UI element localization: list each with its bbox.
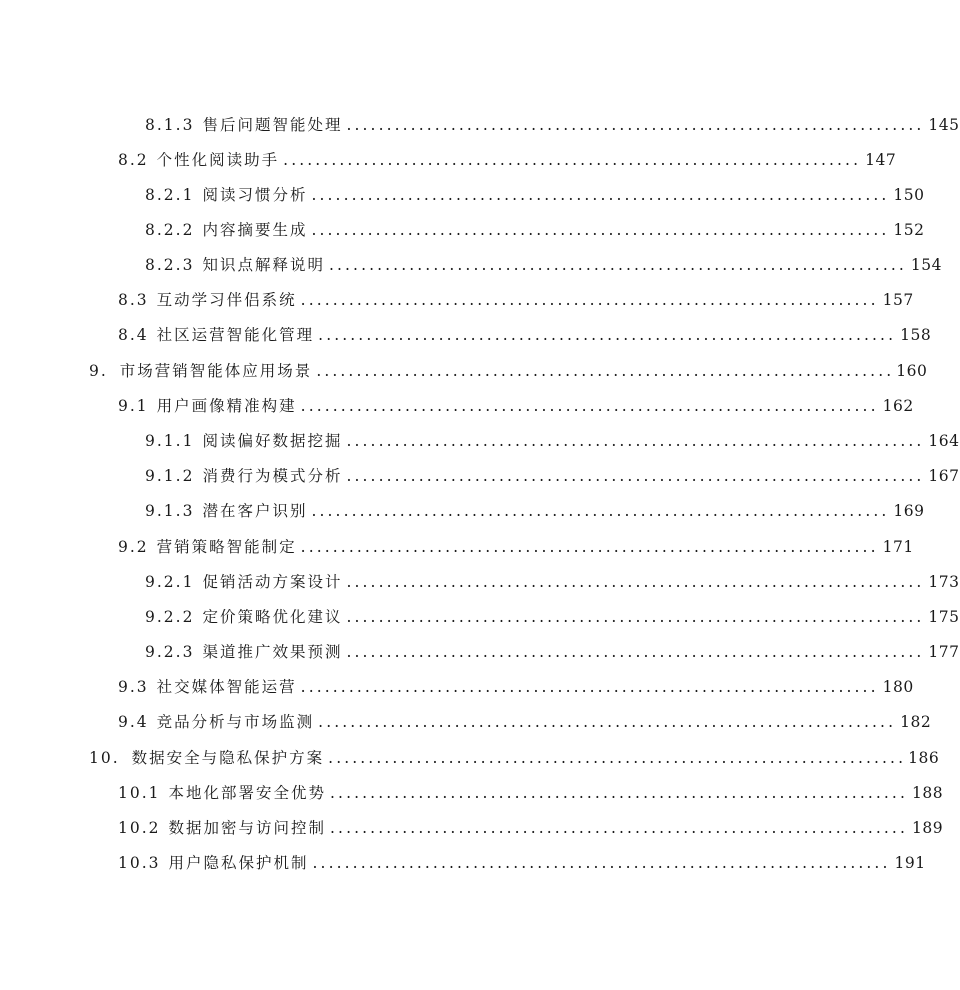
toc-entry-title: 市场营销智能体应用场景: [119, 362, 313, 380]
toc-entry-number: 10.3: [118, 854, 161, 872]
toc-entry-page: 189: [911, 819, 944, 837]
toc-entry-number: 9.: [89, 362, 108, 380]
toc-entry-title: 定价策略优化建议: [202, 608, 343, 626]
toc-entry[interactable]: [145, 570, 960, 594]
toc-entry-title: 个性化阅读助手: [156, 151, 280, 169]
toc-entry-title: 互动学习伴侣系统: [156, 291, 297, 309]
toc-entry-title: 用户画像精准构建: [156, 397, 297, 415]
toc-dot-leader: ........................................................................: [318, 713, 897, 731]
toc-dot-leader: ........................................................................: [346, 608, 925, 626]
toc-entry-number: 8.3: [118, 291, 149, 309]
toc-entry[interactable]: [145, 253, 943, 277]
toc-entry-number: 8.4: [118, 326, 149, 344]
toc-entry[interactable]: [118, 710, 932, 734]
toc-entry-page: 164: [928, 432, 960, 450]
toc-entry-page: 171: [882, 538, 914, 556]
toc-entry-title: 消费行为模式分析: [202, 467, 343, 485]
toc-entry-page: 150: [893, 186, 925, 204]
toc-entry-page: 175: [928, 608, 960, 626]
toc-dot-leader: ........................................................................: [312, 854, 891, 872]
toc-entry-title: 知识点解释说明: [202, 256, 325, 274]
toc-entry-number: 9.2.1: [145, 573, 195, 591]
toc-entry-number: 10.: [89, 749, 120, 767]
toc-entry[interactable]: [145, 218, 925, 242]
toc-dot-leader: ........................................................................: [311, 186, 890, 204]
toc-entry[interactable]: [118, 851, 926, 875]
toc-entry-title: 营销策略智能制定: [156, 538, 297, 556]
toc-entry-number: 9.1.3: [145, 502, 195, 520]
toc-entry-page: 160: [896, 362, 928, 380]
toc-dot-leader: ........................................................................: [311, 502, 890, 520]
toc-dot-leader: ........................................................................: [346, 643, 925, 661]
toc-entry-title: 数据安全与隐私保护方案: [131, 749, 325, 767]
toc-entry-number: 9.3: [118, 678, 149, 696]
toc-entry[interactable]: [118, 323, 932, 347]
toc-entry-title: 本地化部署安全优势: [168, 784, 327, 802]
toc-entry-page: 169: [893, 502, 925, 520]
toc-entry-page: 177: [928, 643, 960, 661]
toc-entry[interactable]: [145, 113, 960, 137]
toc-dot-leader: ........................................................................: [330, 784, 908, 802]
toc-entry[interactable]: [89, 359, 928, 383]
toc-entry[interactable]: [118, 816, 944, 840]
toc-entry-title: 阅读偏好数据挖掘: [202, 432, 343, 450]
toc-entry-number: 10.1: [118, 784, 161, 802]
toc-entry[interactable]: [145, 429, 960, 453]
toc-entry-page: 167: [928, 467, 960, 485]
toc-entry-title: 用户隐私保护机制: [168, 854, 309, 872]
toc-entry-number: 8.2.2: [145, 221, 195, 239]
toc-dot-leader: ........................................................................: [328, 256, 907, 274]
toc-entry-number: 10.2: [118, 819, 161, 837]
toc-entry-page: 157: [882, 291, 914, 309]
toc-entry-title: 售后问题智能处理: [202, 116, 343, 134]
toc-entry-title: 潜在客户识别: [202, 502, 308, 520]
toc-entry-title: 阅读习惯分析: [202, 186, 308, 204]
toc-entry-number: 8.2.1: [145, 186, 195, 204]
toc-dot-leader: ........................................................................: [300, 678, 879, 696]
toc-entry-page: 191: [894, 854, 926, 872]
toc-entry-page: 154: [910, 256, 943, 274]
toc-entry[interactable]: [118, 535, 914, 559]
toc-entry[interactable]: [118, 288, 914, 312]
toc-entry-title: 渠道推广效果预测: [202, 643, 343, 661]
toc-entry[interactable]: [145, 464, 960, 488]
toc-entry[interactable]: [118, 781, 944, 805]
toc-entry-title: 社区运营智能化管理: [156, 326, 315, 344]
toc-entry-page: 173: [928, 573, 960, 591]
toc-entry-number: 8.2.3: [145, 256, 195, 274]
toc-entry-number: 9.1: [118, 397, 149, 415]
toc-dot-leader: ........................................................................: [346, 573, 925, 591]
toc-entry-number: 9.2.2: [145, 608, 195, 626]
toc-entry[interactable]: [118, 394, 914, 418]
toc-dot-leader: ........................................................................: [300, 538, 879, 556]
toc-entry-page: 162: [882, 397, 914, 415]
toc-dot-leader: ........................................................................: [283, 151, 862, 169]
toc-entry-title: 数据加密与访问控制: [168, 819, 327, 837]
toc-entry-title: 竞品分析与市场监测: [156, 713, 315, 731]
toc-dot-leader: ........................................................................: [316, 362, 895, 380]
toc-entry[interactable]: [89, 746, 940, 770]
toc-dot-leader: ........................................................................: [346, 432, 925, 450]
toc-entry-page: 147: [865, 151, 897, 169]
toc-entry[interactable]: [118, 148, 897, 172]
toc-entry-page: 188: [911, 784, 944, 802]
toc-entry[interactable]: [145, 605, 960, 629]
toc-entry-page: 145: [928, 116, 960, 134]
toc-dot-leader: ........................................................................: [330, 819, 908, 837]
toc-entry[interactable]: [145, 499, 925, 523]
toc-entry-page: 182: [900, 713, 932, 731]
toc-entry-page: 152: [893, 221, 925, 239]
toc-entry-title: 内容摘要生成: [202, 221, 308, 239]
toc-dot-leader: ........................................................................: [346, 116, 925, 134]
toc-entry-title: 促销活动方案设计: [202, 573, 343, 591]
toc-dot-leader: ........................................................................: [328, 749, 907, 767]
toc-entry-number: 9.1.2: [145, 467, 195, 485]
toc-entry-page: 186: [908, 749, 940, 767]
toc-entry-number: 9.2.3: [145, 643, 195, 661]
toc-entry-page: 158: [900, 326, 932, 344]
toc-entry-title: 社交媒体智能运营: [156, 678, 297, 696]
toc-dot-leader: ........................................................................: [346, 467, 925, 485]
toc-entry-number: 8.2: [118, 151, 149, 169]
toc-dot-leader: ........................................................................: [300, 397, 879, 415]
toc-dot-leader: ........................................................................: [300, 291, 879, 309]
toc-entry-number: 8.1.3: [145, 116, 195, 134]
toc-entry[interactable]: [145, 640, 960, 664]
toc-entry-number: 9.1.1: [145, 432, 195, 450]
toc-entry[interactable]: [145, 183, 925, 207]
toc-entry-page: 180: [882, 678, 914, 696]
toc-entry[interactable]: [118, 675, 914, 699]
toc-entry-number: 9.4: [118, 713, 149, 731]
toc-dot-leader: ........................................................................: [318, 326, 897, 344]
toc-entry-number: 9.2: [118, 538, 149, 556]
toc-dot-leader: ........................................................................: [311, 221, 890, 239]
